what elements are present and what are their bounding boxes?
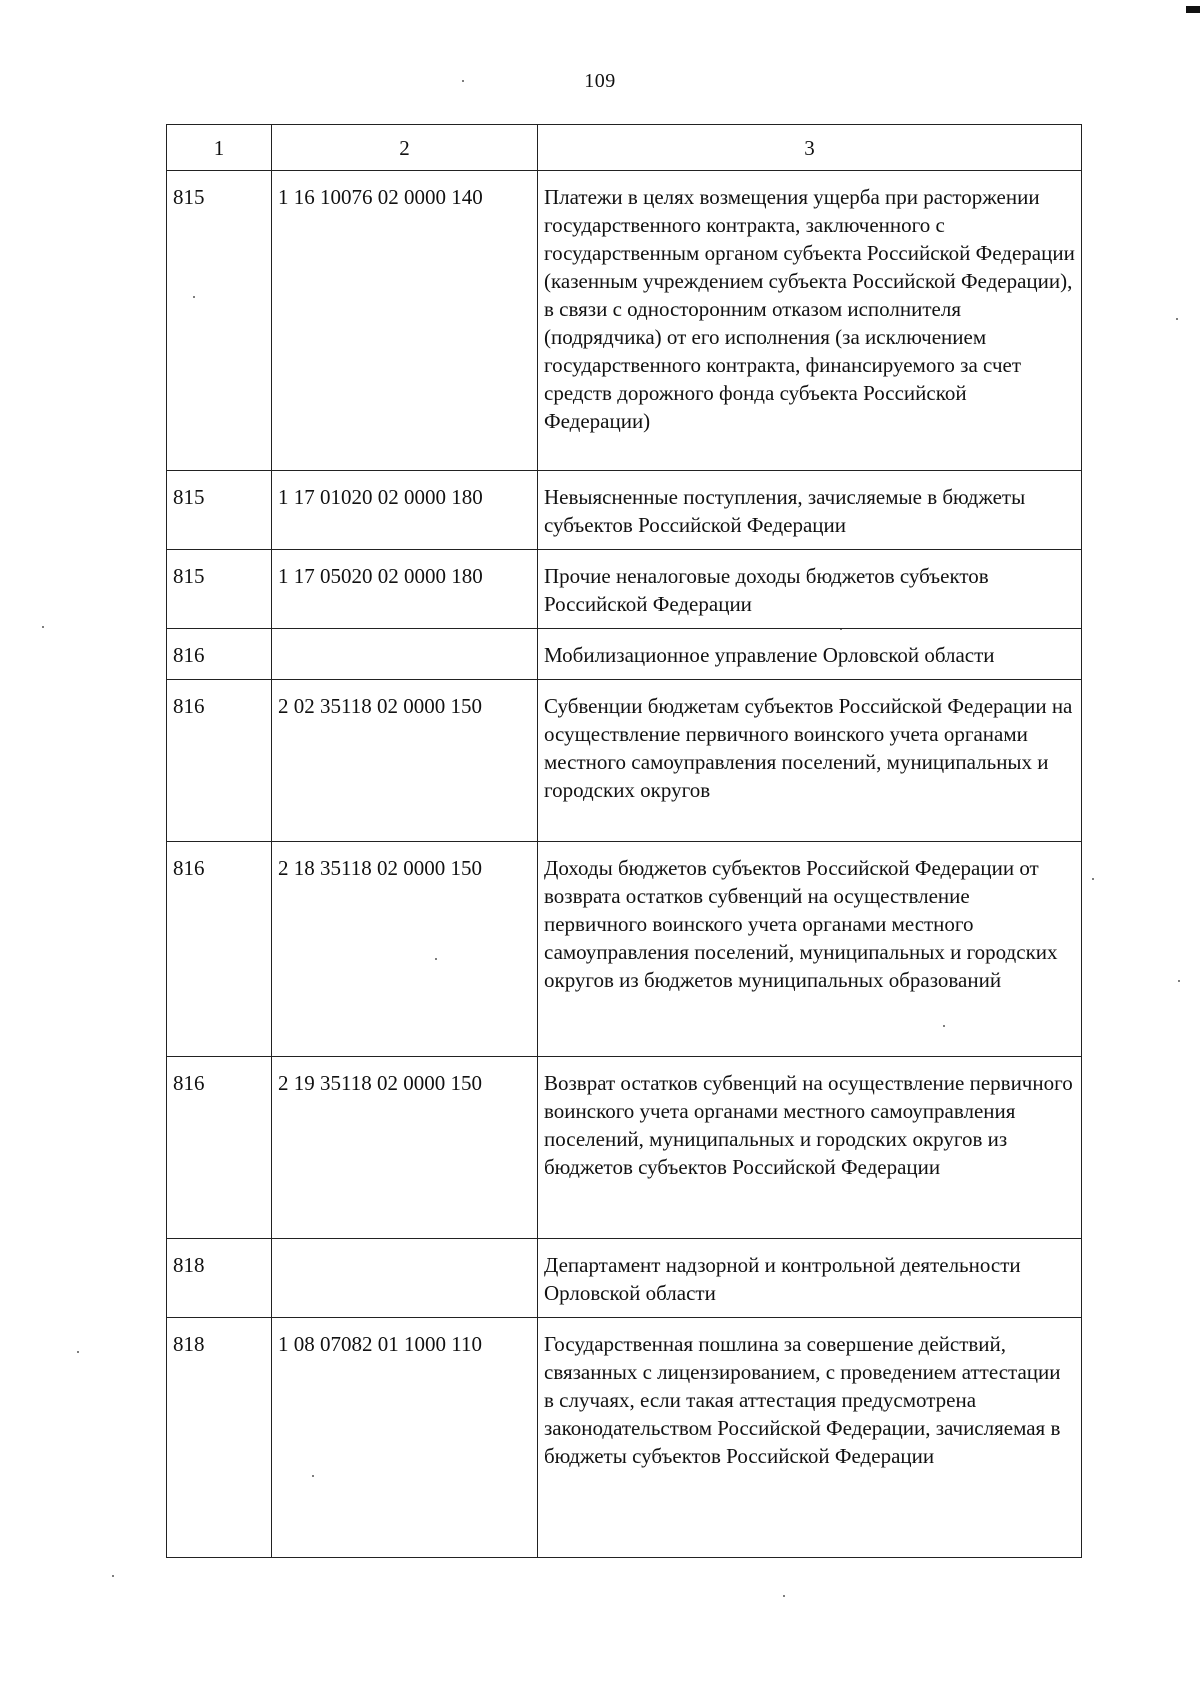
revenue-code-cell: 2 19 35118 02 0000 150: [272, 1057, 538, 1239]
table-row: [167, 471, 1082, 550]
revenue-code-cell: [272, 629, 538, 680]
org-code-cell: 815: [167, 171, 272, 471]
header-col-2: 2: [272, 125, 538, 171]
page-number: 109: [584, 70, 616, 92]
org-code-cell: 815: [167, 471, 272, 550]
description-cell: Субвенции бюджетам субъектов Российской Федерации на осуществление первичного воинского учета органами местного самоуправления поселений, муниципальных и городских округов: [538, 680, 1082, 842]
revenue-code-cell: 1 17 05020 02 0000 180: [272, 550, 538, 629]
revenue-code-cell: [272, 1239, 538, 1318]
description-cell: Невыясненные поступления, зачисляемые в бюджеты субъектов Российской Федерации: [538, 471, 1082, 550]
description-cell: Прочие неналоговые доходы бюджетов субъектов Российской Федерации: [538, 550, 1082, 629]
revenue-code-cell: 1 08 07082 01 1000 110: [272, 1318, 538, 1558]
table-row: [167, 680, 1082, 842]
budget-codes-table: [166, 124, 1082, 1558]
header-col-3: 3: [538, 125, 1082, 171]
org-code-cell: 816: [167, 1057, 272, 1239]
revenue-code-cell: 2 18 35118 02 0000 150: [272, 842, 538, 1057]
description-cell: Государственная пошлина за совершение действий, связанных с лицензированием, с проведением аттестации в случаях, если такая аттестация предусмотрена законодательством Российской Федерации, зачисляемая в бюджеты субъектов Российской Федерации: [538, 1318, 1082, 1558]
table-row: [167, 1318, 1082, 1558]
description-cell: Мобилизационное управление Орловской области: [538, 629, 1082, 680]
org-code-cell: 816: [167, 680, 272, 842]
scan-speck: [1092, 878, 1094, 880]
scan-corner-mark: [1186, 6, 1200, 13]
scan-speck: [1176, 318, 1178, 320]
description-cell: Доходы бюджетов субъектов Российской Федерации от возврата остатков субвенций на осуществление первичного воинского учета органами местного самоуправления поселений, муниципальных и городских округов из бюджетов муниципальных образований: [538, 842, 1082, 1057]
org-code-cell: 815: [167, 550, 272, 629]
table-row: [167, 1057, 1082, 1239]
description-cell: Платежи в целях возмещения ущерба при расторжении государственного контракта, заключенного с государственным органом субъекта Российской Федерации (казенным учреждением субъекта Российской Федерации), в связи с односторонним отказом исполнителя (подрядчика) от его исполнения (за исключением государственного контракта, финансируемого за счет средств дорожного фонда субъекта Российской Федерации): [538, 171, 1082, 471]
table-row: [167, 171, 1082, 471]
scan-speck: [1178, 980, 1180, 982]
org-code-cell: 818: [167, 1239, 272, 1318]
scan-speck: [77, 1351, 79, 1353]
table-row: [167, 629, 1082, 680]
org-code-cell: 816: [167, 842, 272, 1057]
description-cell: Возврат остатков субвенций на осуществление первичного воинского учета органами местного самоуправления поселений, муниципальных и городских округов из бюджетов субъектов Российской Федерации: [538, 1057, 1082, 1239]
table-row: [167, 1239, 1082, 1318]
table-row: [167, 842, 1082, 1057]
scan-speck: [783, 1595, 785, 1597]
revenue-code-cell: 2 02 35118 02 0000 150: [272, 680, 538, 842]
org-code-cell: 816: [167, 629, 272, 680]
revenue-code-cell: 1 16 10076 02 0000 140: [272, 171, 538, 471]
org-code-cell: 818: [167, 1318, 272, 1558]
scan-speck: [112, 1575, 114, 1577]
scan-speck: [42, 626, 44, 628]
description-cell: Департамент надзорной и контрольной деятельности Орловской области: [538, 1239, 1082, 1318]
scan-speck: [462, 80, 464, 82]
table-header-row: [167, 125, 1082, 171]
table-row: [167, 550, 1082, 629]
header-col-1: 1: [167, 125, 272, 171]
revenue-code-cell: 1 17 01020 02 0000 180: [272, 471, 538, 550]
